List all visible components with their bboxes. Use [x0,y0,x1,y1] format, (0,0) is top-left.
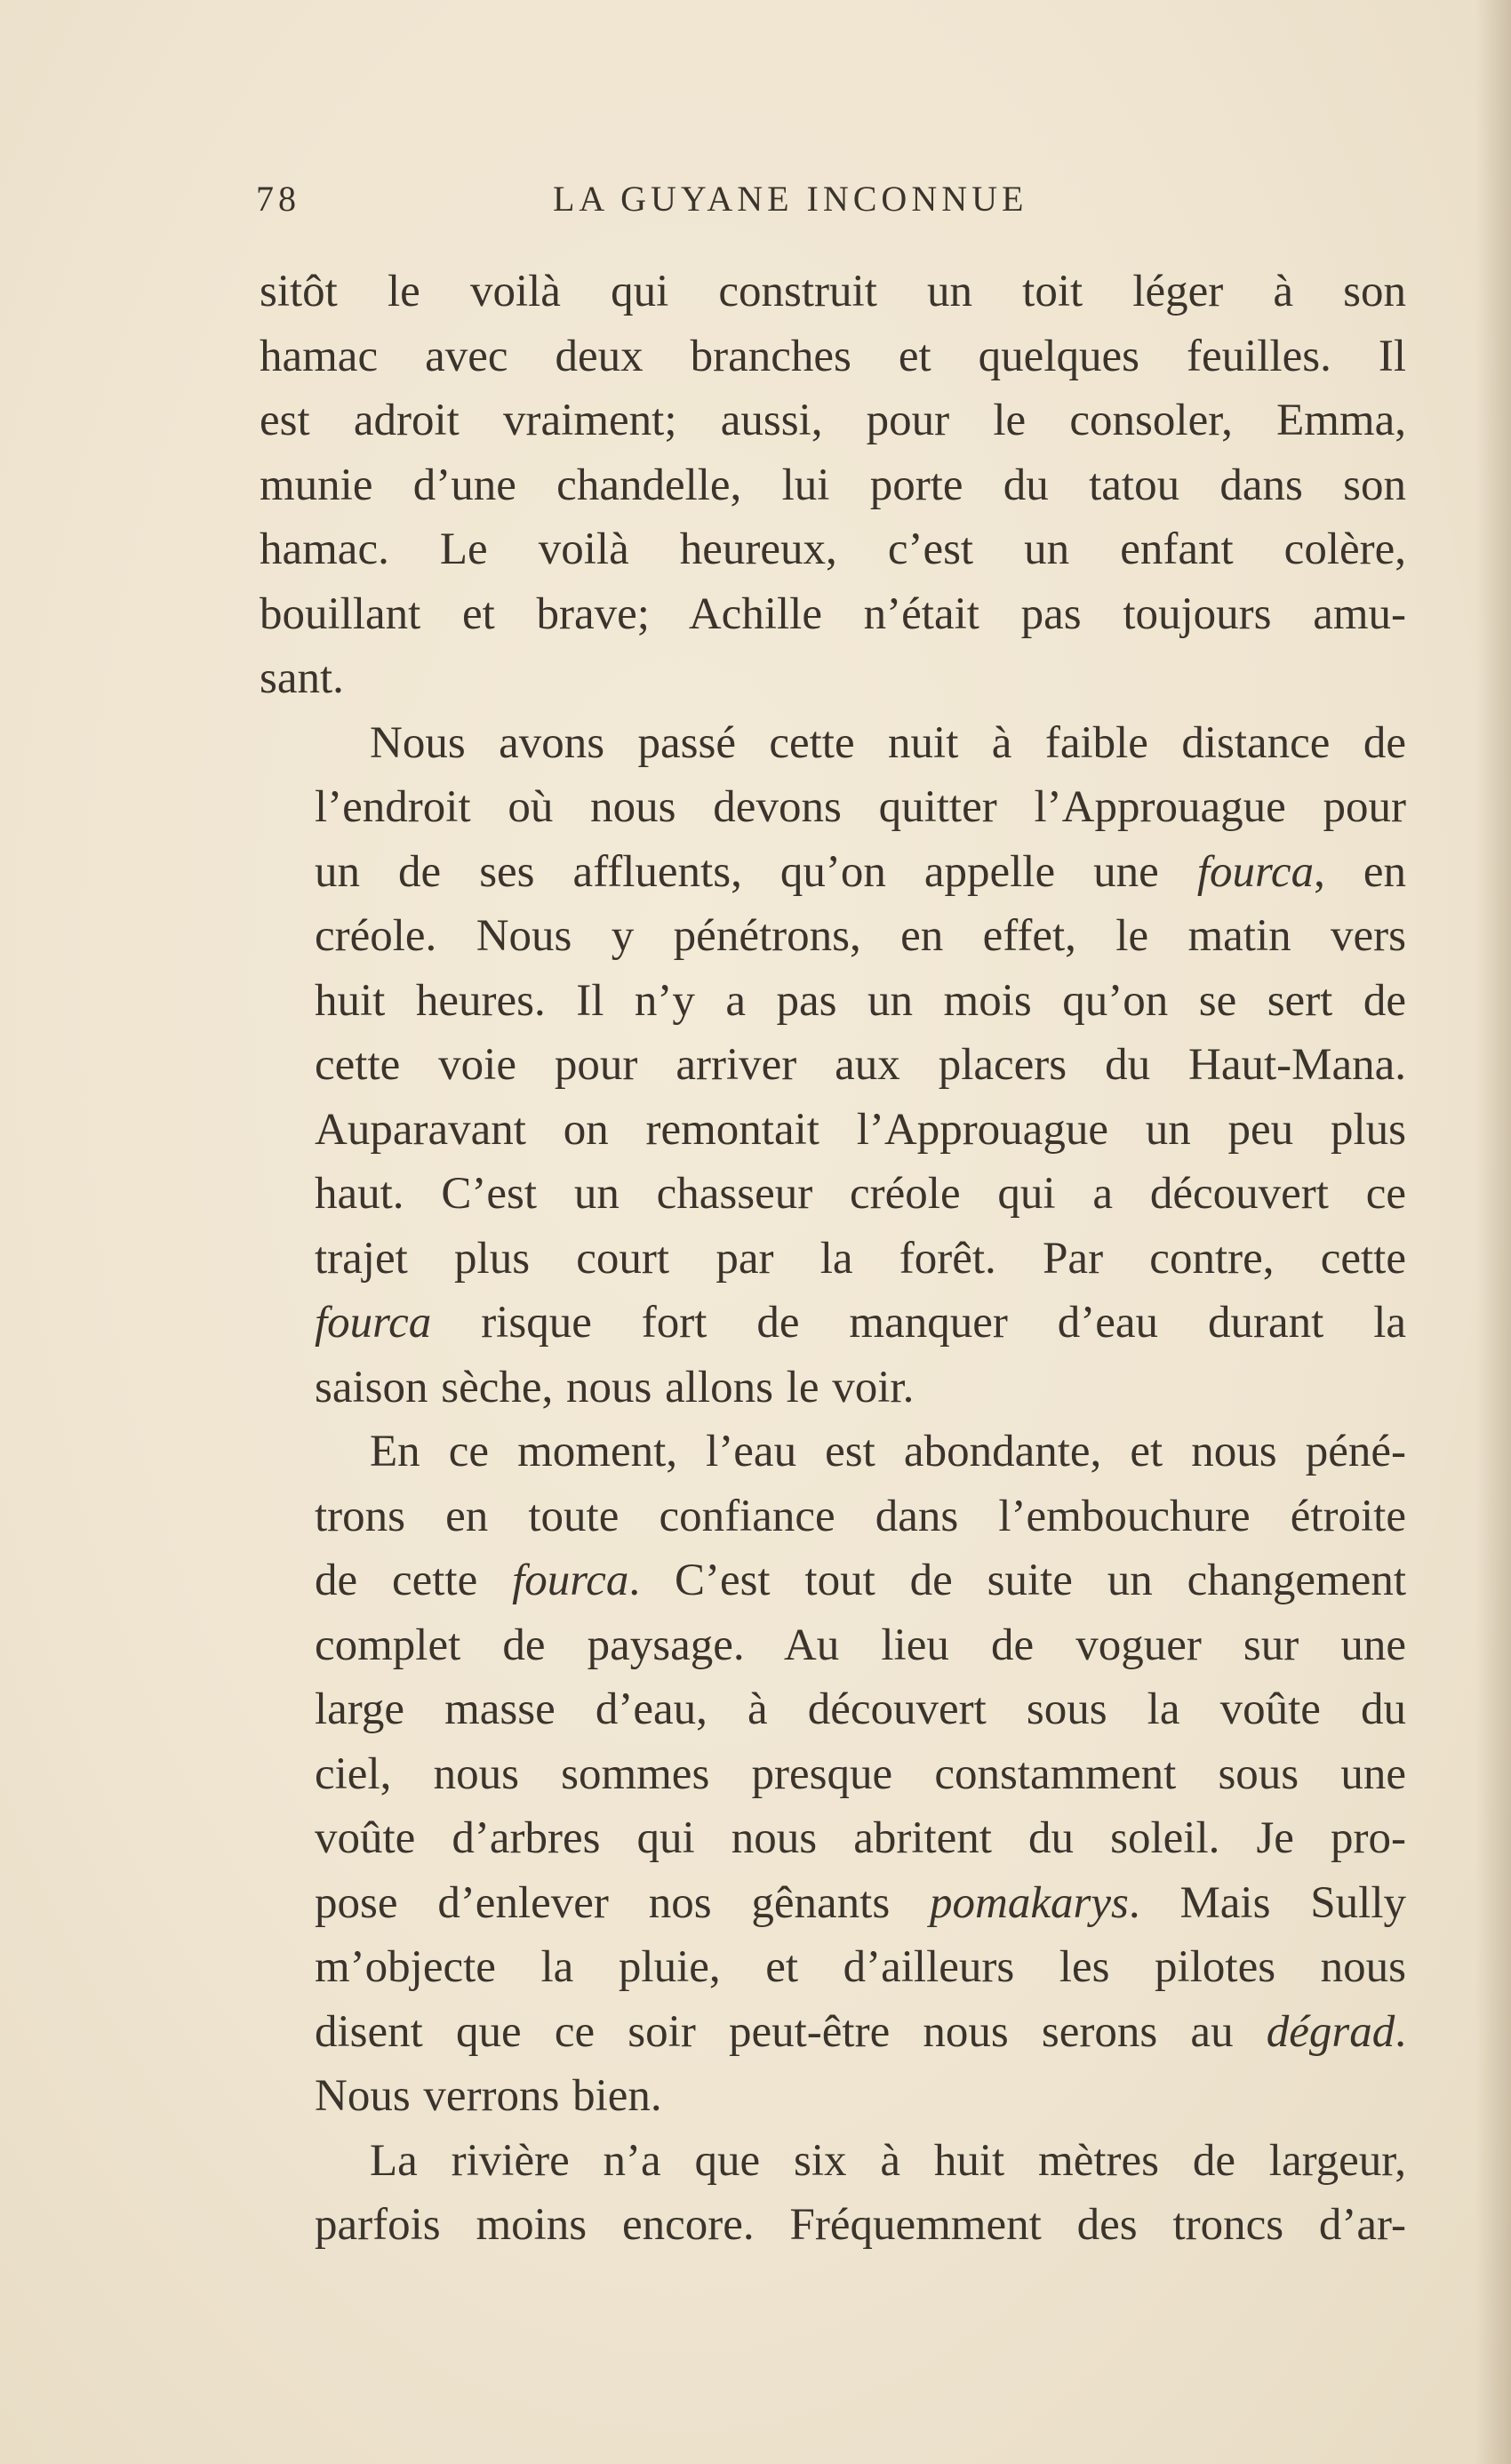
paragraph [260,711,1406,1420]
running-head [256,178,1145,222]
text-line: créole. Nous y pénétrons, en effet, le matin vers [315,911,1406,961]
text-line: saison sèche, nous allons le voir. [315,1362,915,1412]
page-edge-shadow [1475,0,1511,2464]
text-line: ciel, nous sommes presque constamment sous une [315,1748,1406,1799]
text-line: de cette fourca. C’est tout de suite un changement [315,1556,1406,1605]
text-line: parfois moins encore. Fréquemment des troncs d’ar- [315,2200,1406,2250]
text-line: m’objecte la pluie, et d’ailleurs les pilotes nous [315,1942,1406,1992]
text-line: large masse d’eau, à découvert sous la voûte du [315,1684,1406,1734]
text-line: Auparavant on remontait l’Approuague un peu plus [315,1104,1406,1155]
paragraph [260,2129,1406,2258]
text-line: Nous verrons bien. [315,2071,662,2121]
text-line: bouillant et brave; Achille n’était pas toujours amu- [260,588,1406,639]
text-line: disent que ce soir peut-être nous serons au dégrad. [315,2006,1406,2057]
text-line: complet de paysage. Au lieu de voguer sur une [315,1620,1406,1670]
text-line: Nous avons passé cette nuit à faible distance de [370,717,1406,768]
text-line: voûte d’arbres qui nous abritent du soleil. Je pro- [315,1813,1406,1863]
italic-term: fourca [315,1298,432,1348]
text-line: hamac avec deux branches et quelques feuilles. Il [260,331,1406,381]
book-title: LA GUYANE INCONNUE [553,179,1028,219]
text-line: munie d’une chandelle, lui porte du tatou dans son [260,460,1406,510]
paragraph [260,260,1406,711]
text-line: trajet plus court par la forêt. Par contre, cette [315,1233,1406,1284]
text-line: huit heures. Il n’y a pas un mois qu’on se sert de [315,975,1406,1026]
text-line: sitôt le voilà qui construit un toit léger à son [260,267,1406,316]
italic-term: fourca [1196,846,1315,897]
text-line: un de ses affluents, qu’on appelle une fourca, en [315,846,1406,897]
text-line: cette voie pour arriver aux placers du Haut-Mana. [315,1040,1406,1090]
text-line: pose d’enlever nos gênants pomakarys. Mais Sully [315,1877,1406,1928]
text-line: est adroit vraiment; aussi, pour le consoler, Emma, [260,396,1406,445]
italic-term: dégrad [1266,2006,1395,2057]
text-line: La rivière n’a que six à huit mètres de largeur, [370,2135,1406,2186]
body-text [260,260,1406,2258]
page-number: 78 [256,179,300,219]
text-line: haut. C’est un chasseur créole qui a découvert ce [315,1169,1406,1219]
italic-term: fourca [512,1556,629,1605]
text-line: sant. [260,653,344,703]
text-line: En ce moment, l’eau est abondante, et nous péné- [370,1427,1406,1476]
text-line: l’endroit où nous devons quitter l’Approuague pour [315,782,1406,832]
italic-term: pomakarys [930,1877,1129,1928]
text-line: hamac. Le voilà heureux, c’est un enfant colère, [260,524,1406,574]
text-line: trons en toute confiance dans l’embouchure étroite [315,1491,1406,1541]
paragraph [260,1420,1406,2129]
text-line: fourca risque fort de manquer d’eau durant la [315,1298,1406,1348]
